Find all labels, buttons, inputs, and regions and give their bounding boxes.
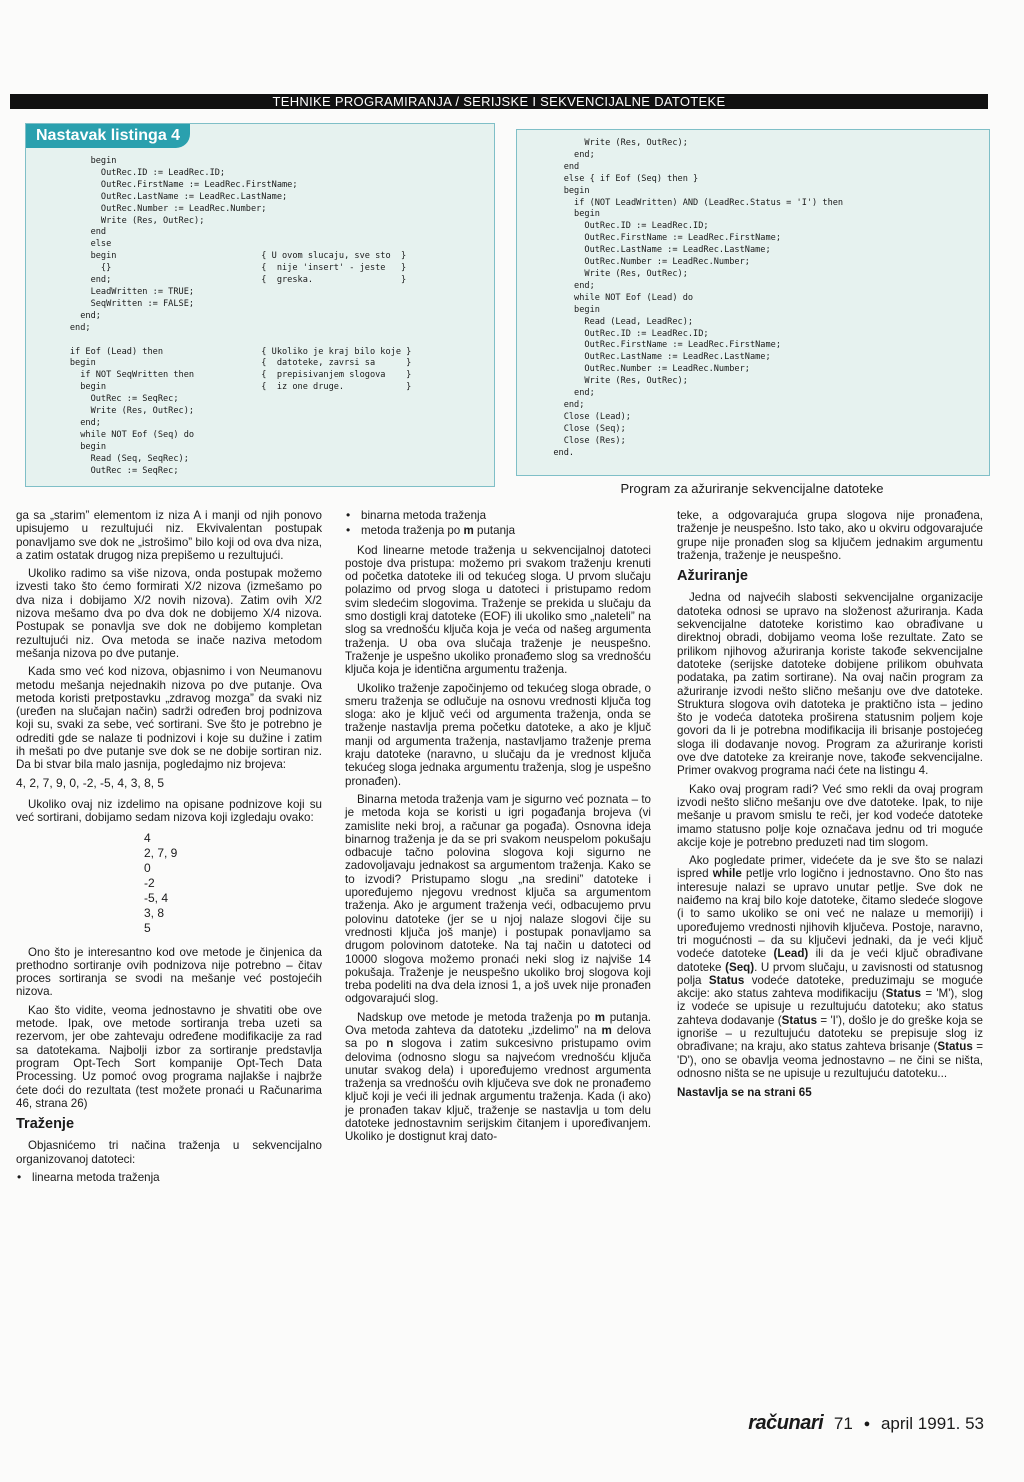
- paragraph: teke, a odgovarajuća grupa slogova nije pronađena, traženje je neuspešno. Isto tako, ako u okviru odgovarajuće grupe nije pronađen slog sa ključem jednakim argumentu traženja, traženje je neuspešno.: [677, 509, 983, 562]
- paragraph: ga sa „starim” elementom iz niza A i manji od njih ponovo upisujemo u rezultujući niz. Ekvivalentan postupak ponavljamo sve dok ne „istrošimo” bilo koji od ova dva niza, a zatim ostatak drugog niza prepišemo u rezultujući.: [16, 509, 322, 562]
- listing-code-right: Write (Res, OutRec); end; end else { if Eof (Seq) then } begin if (NOT LeadWritten) AND (LeadRec.Status = 'I') then begin OutRec.ID := LeadRec.ID; OutRec.FirstName := LeadRec.FirstName; OutRec.LastName := LeadRec.LastName; OutRec.Number := LeadRec.Number; Write (Res, OutRec); end; while NOT Eof (Lead) do begin Read (Lead, LeadRec); OutRec.ID := LeadRec.ID; OutRec.FirstName := LeadRec.FirstName; OutRec.LastName := LeadRec.LastName; OutRec.Number := LeadRec.Number; Write (Res, OutRec); end; end; Close (Lead); Close (Seq); Close (Res); end.: [553, 138, 844, 458]
- article-column-2: [345, 509, 651, 1149]
- paragraph: Kada smo već kod nizova, objasnimo i von Neumanovu metodu mešanja nejednakih nizova po dve putanje. Ova metoda koristi pretpostavku „zdravog mozga” da svaki niz (uređen na slučajan način) sadrži određen broj podnizova koji su, svaki za sebe, već sortirani. Sve što je potrebno je odrediti gde se nalaze ti podnizovi i koje su dužine i zatim ih mešati po dve putanje sve dok se ne dobije sortiran niz. Da bi stvar bila malo jasnija, pogledajmo niz brojeva:: [16, 665, 322, 772]
- article-column-1: [16, 509, 322, 1188]
- paragraph: Kako ovaj program radi? Već smo rekli da ovaj program izvodi nešto slično mešanju ove dve datoteke. Ipak, to nije mešanje u pravom smislu te reči, jer kod vodeće datoteke imamo statusno polje koje označava jednu od tri moguće akcije koje je potrebno preduzeti nad tim slogom.: [677, 782, 983, 849]
- paragraph: Jedna od najvećih slabosti sekvencijalne organizacije datoteka odnosi se upravo na složenost ažuriranja. Kada sekvencijalne datoteke koristimo kao obrađivane u direktnoj obradi, dobijamo veoma loše rezultate. Zato se prilikom njihovog ažuriranja koriste takođe sekvencijalne datoteke (serijske datoteke dobijene prilikom obuhvata podataka, pa zatim sortirane). Na ovaj način program za ažuriranje izvodi nešto slično mešanju ove dve datoteke. Struktura slogova ovih datoteka je praktično ista – jedino što je vodeća datoteka proširena statusnim poljem koje govori da li je potrebna modifikacija ili brisanje postojećeg sloga ili dodavanje novog. Program za ažuriranje koristi ove dve datoteke za kreiranje nove, takođe sekvencijalne. Primer ovakvog programa naći ćete na listingu 4.: [677, 591, 983, 778]
- paragraph: Ukoliko radimo sa više nizova, onda postupak možemo izvesti tako što ćemo formirati X/2 nizova (izmešamo po dva niza i dobijamo X/2 novih nizova). Zatim ovih X/2 nizova mešamo dva po dva dok ne dobijemo X/4 nizova. Postupak se ponavlja sve dok ne dobijemo kompletan rezultujući niz. Ova metoda se inače naziva metodom mešanja nizova po dve putanje.: [16, 567, 322, 660]
- paragraph: Kao što vidite, veoma jednostavno je shvatiti obe ove metode. Ipak, ove metode sortiranja treba uzeti sa rezervom, jer obe zahtevaju određene modifikacije za rad sa datotekama. Najbolji izbor za sortiranje predstavlja program Opt-Tech Sort kompanije Opt-Tech Data Processing. Uz pomoć ovog programa najlakše i najbrže ćete doći do rezultata (test možete pronaći u Računarima 46, strana 26): [16, 1003, 322, 1110]
- list-item: • linearna metoda traženja: [32, 1171, 322, 1184]
- bullet-separator-icon: ●: [863, 1418, 871, 1430]
- paragraph: Nadskup ove metode je metoda traženja po m putanja. Ova metoda zahteva da datoteku „izdelimo” na m delova sa po n slogova i zatim sukcesivno pristupamo ovim delovima (odnosno slogu sa najvećom vrednošću ključa unutar svakog dela) i upoređujemo vrednost argumenta traženja sa vrednošću ovih ključeva sve dok ne pronađemo ključ koji je veći ili jednak argumentu traženja. Kada (i ako) je pronađen takav ključ, traženje se nastavlja u tom delu datoteke jednostavnim serijskim čitanjem i upoređivanjem. Ukoliko je dostignut kraj dato-: [345, 1010, 652, 1144]
- paragraph: Ono što je interesantno kod ove metode je činjenica da prethodno sortiranje ovih podnizova nije potrebno – čitav proces sortiranja se svodi na mešanje već postojećih nizova.: [16, 945, 322, 999]
- search-methods-list: [16, 1171, 322, 1184]
- list-item: • binarna metoda traženja: [361, 509, 651, 522]
- paragraph: Kod linearne metode traženja u sekvencijalnoj datoteci postoje dva pristupa: možemo pri svakom traženju krenuti od početka datoteke ili od tekućeg sloga. U prvom slučaju polazimo od prvog sloga u datoteci i pristupamo redom svim sledećim slogovima. Traženje se prekida u slučaju da smo dostigli kraj datoteke (EOF) ili ukoliko smo „naleteli” na slog sa vrednošću ključa koja je veća od našeg argumenta traženja. U oba ova slučaja traženje je neuspešno. Traženje je uspešno ukoliko pronađemo slog sa vrednošću ključa koja je identična argumentu traženja.: [345, 543, 651, 677]
- listing-badge: Nastavak listinga 4: [26, 124, 190, 148]
- run-item: 5: [144, 920, 151, 935]
- section-header-bar: [10, 94, 988, 109]
- paragraph: Ukoliko ovaj niz izdelimo na opisane podnizove koji su već sortirani, dobijamo sedam nizova koji izgledaju ovako:: [16, 797, 322, 825]
- issue-date: april 1991.: [880, 1414, 961, 1433]
- run-item: -5, 4: [144, 890, 169, 905]
- page-footer: [748, 1412, 984, 1435]
- run-item: 0: [144, 860, 151, 875]
- section-heading-update: Ažuriranje: [677, 568, 748, 585]
- run-item: 2, 7, 9: [144, 845, 178, 860]
- page-number: 53: [965, 1414, 984, 1433]
- section-header-title: TEHNIKE PROGRAMIRANJA / SERIJSKE I SEKVENCIJALNE DATOTEKE: [272, 94, 726, 109]
- magazine-logo: računari: [748, 1412, 824, 1434]
- run-item: 4: [144, 830, 151, 845]
- paragraph: Binarna metoda traženja vam je sigurno već poznata – to je metoda koja se koristi u igri pogađanja brojeva (vi zamislite neki broj, a računar ga pogađa). Osnovna ideja binarnog traženja je da se pri svakom neuspelom pokušaju odbacuje tačno polovina slogova koji sigurno ne zadovoljavaju jednakost sa argumentom traženja. Kako se to izvodi? Pristupamo slogu „na sredini” datoteke i upoređujemo njegovu vrednost ključa sa argumentom traženja. Ako je argument traženja veći, odbacujemo prvu polovinu datoteke (jer se u njoj nalaze slogovi čije su vrednosti ključa još manje) i postupak ponavljamo sa drugom polovinom datoteke. Na taj način u datoteci od 10000 slogova možemo pronaći neki slog iz najviše 14 pokušaja. Traženje je neuspešno ukoliko broj slogova koji treba podeliti na dva dela iznosi 1, a još uvek nije pronađen odgovarajući slog.: [345, 792, 651, 1006]
- section-heading-search: Traženje: [16, 1116, 75, 1133]
- continued-note: Nastavlja se na strani 65: [677, 1086, 812, 1100]
- paragraph: Objasnićemo tri načina traženja u sekvencijalno organizovanoj datoteci:: [16, 1139, 322, 1166]
- run-item: -2: [144, 875, 155, 890]
- article-column-3: [677, 509, 983, 1104]
- issue-number: 71: [833, 1414, 853, 1433]
- run-item: 3, 8: [144, 905, 165, 920]
- search-methods-list-cont: [345, 509, 651, 538]
- paragraph: Ako pogledate primer, videćete da je sve što se nalazi ispred while petlje vrlo logično i jednostavno. Ono što nas interesuje nalazi se upravo unutar petlje. Sve dok ne naiđemo na kraj bilo koje datoteke, čitamo sledeće slogove (i to samo ukoliko se oni već ne nalaze u memoriji) i upoređujemo vrednosti njihovih ključeva. Postoje, naravno, tri mogućnosti – da su ključevi jednaki, da je veći ključ vodeće datoteke (Lead) ili da je veći ključ obrađivane datoteke (Seq). U prvom slučaju, u zavisnosti od statusnog polja Status vodeće datoteke, preduzimaju se moguće akcije: ako status zahteva modifikaciju (Status = 'M'), slog iz vodeće se upisuje u rezultujuću datoteku; ako status zahteva dodavanje (Status = 'I'), došlo je do greške koja se ignoriše – u rezultujuću datoteku se prepisuje slog iz obrađivane; na kraju, ako status zahteva brisanje (Status = 'D'), ono se obavlja veoma jednostavno – ne čini se ništa, odnosno ništa se ne upisuje u rezultujuću datoteku...: [677, 854, 984, 1080]
- listing-caption: Program za ažuriranje sekvencijalne datoteke: [620, 481, 884, 496]
- paragraph: Ukoliko traženje započinjemo od tekućeg sloga obrade, o smeru traženja se odlučuje na osnovu vrednosti ključa tog sloga: ako je ključ veći od argumenta traženja, onda se traženje nastavlja prema početku datoteke, a ako je ključ manji od argumenta traženja, nastavljamo traženje prema kraju datoteke (naravno, u slučaju da je vrednost ključa tekućeg sloga jednaka argumentu traženja, slog je uspešno pronađen).: [345, 681, 651, 788]
- list-item: • metoda traženja po m putanja: [361, 524, 651, 537]
- sorted-runs-list: [144, 831, 322, 936]
- listing-code-left: begin OutRec.ID := LeadRec.ID; OutRec.FirstName := LeadRec.FirstName; OutRec.LastName := LeadRec.LastName; OutRec.Number := LeadRec.Number; Write (Res, OutRec); end else begin { U ovom slucaju, sve sto } {} { nije 'insert' - jeste } end; { greska. } LeadWritten := TRUE; SeqWritten := FALSE; end; end; if Eof (Lead) then { Ukoliko je kraj bilo koje } begin { datoteke, zavrsi sa } if NOT SeqWritten then { prepisivanjem slogova } begin { iz one druge. } OutRec := SeqRec; Write (Res, OutRec); end; while NOT Eof (Seq) do begin Read (Seq, SeqRec); OutRec := SeqRec;: [69, 156, 412, 476]
- listing-4-continued-box: [25, 123, 495, 487]
- number-sequence: 4, 2, 7, 9, 0, -2, -5, 4, 3, 8, 5: [16, 775, 165, 790]
- listing-4-right-box: [516, 129, 990, 476]
